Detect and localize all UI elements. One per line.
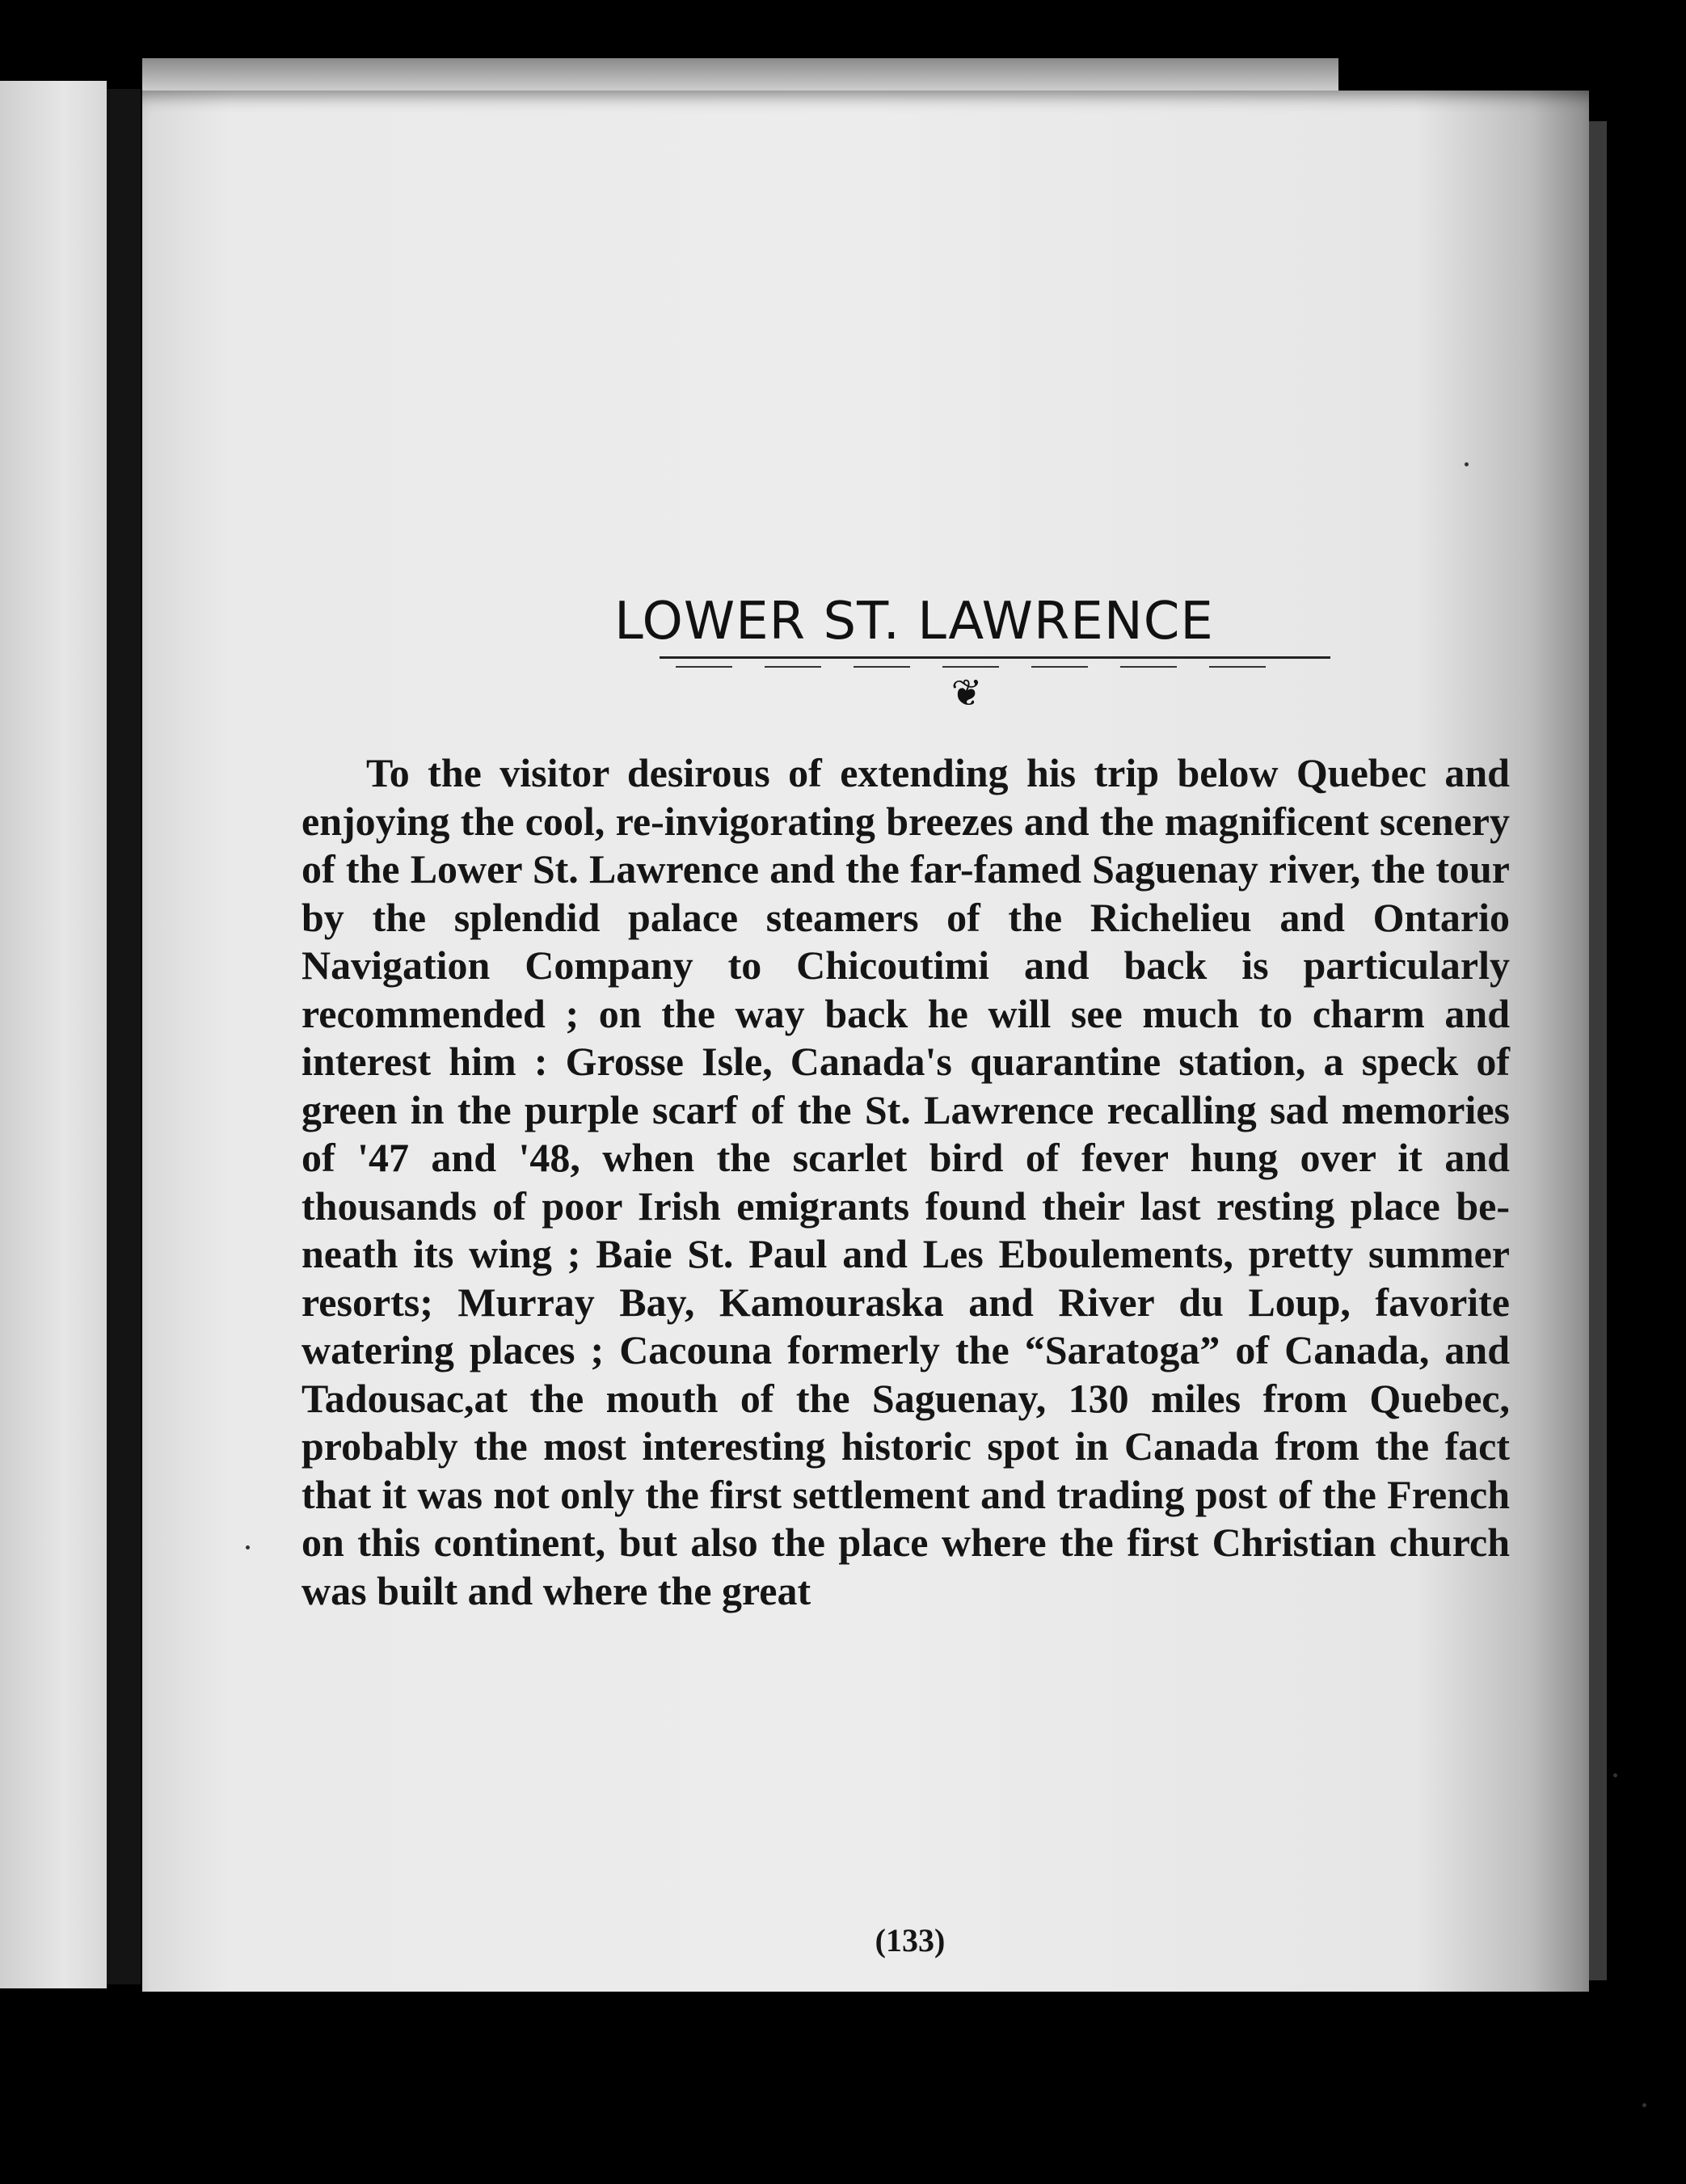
title-underline — [660, 656, 1330, 659]
book-page — [142, 91, 1589, 1992]
page-right-edge — [1589, 121, 1607, 1980]
body-paragraph: To the visitor desirous of extending his trip below Quebec and enjoying the cool, re-invigorating breezes and the magnificent scenery of the Lower St. Lawrence and the far-famed Saguenay river, the tour by the splendid palace steamers of the Richelieu and Ontario Navigation Company to Chicoutimi and back is particularly recommended ; on the way back he will see much to charm and interest him : Grosse Isle, Canada's quarantine station, a speck of green in the purple scarf of the St. Lawrence recalling sad memories of '47 and '48, when the scarlet bird of fever hung over it and thousands of poor Irish emigrants found their last resting place beneath its wing ; Baie St. Paul and Les Eboulements, pretty summer resorts; Murray Bay, Kamouraska and River du Loup, favorite watering places ; Cacouna formerly the “Saratoga” of Canada, and Tadousac,at the mouth of the Saguenay, 130 miles from Quebec, probably the most interesting historic spot in Canada from the fact that it was not only the first settlement and trading post of the French on this continent, but also the place where the first Christian church was built and where the great — [301, 750, 1510, 1613]
title-dashed-rule — [676, 666, 1290, 668]
scan-speck — [246, 1545, 250, 1549]
scan-speck — [1613, 1773, 1617, 1777]
ornament-icon: ❦ — [950, 671, 983, 715]
previous-page-edge — [0, 81, 107, 1988]
page-gutter — [107, 89, 141, 1984]
page-title: LOWER ST. LAWRENCE — [614, 592, 1214, 651]
page-number: (133) — [875, 1922, 946, 1958]
top-page-edge — [142, 58, 1338, 94]
scan-speck — [1642, 2103, 1646, 2107]
scan-speck — [1465, 462, 1469, 466]
